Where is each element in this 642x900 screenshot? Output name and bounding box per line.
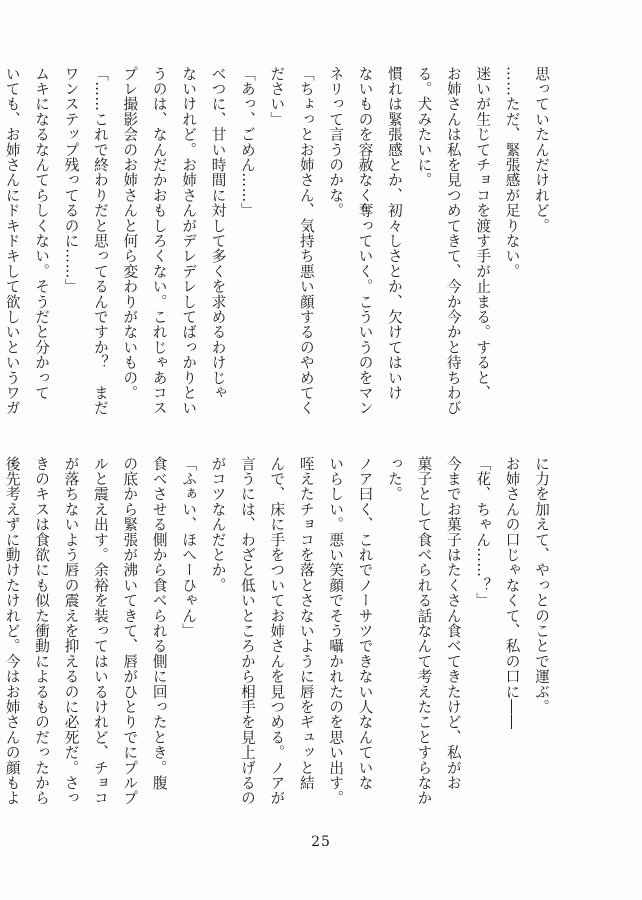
text-line: 食べさせる側から食べられる側に回ったとき。腹 (150, 456, 168, 791)
text-line: ……ただ、緊張感が足りない。 (503, 66, 521, 279)
text-line: ノア曰く、これでノーサツできない人なんていな (356, 456, 374, 791)
text-line: 「花、ちゃん……？」 (474, 456, 492, 608)
text-line: ないけれど。お姉さんがデレデレしてばっかりとい (180, 66, 198, 416)
text-line: ないものを容赦なく奪っていく。こういうのをマン (356, 66, 374, 416)
text-line: 言うには、わざと低いところから相手を見上げるの (238, 456, 256, 806)
text-line: ワンステップ残ってるのに……」 (62, 66, 80, 294)
text-line: 今までお菓子はたくさん食べてきたけど、私がお (444, 456, 462, 791)
text-line: プレ撮影会のお姉さんと何ら変わりがないもの。 (121, 66, 139, 401)
text-line: る。犬みたいに。 (415, 66, 433, 188)
text-line: ネリって言うのかな。 (327, 66, 345, 218)
text-line: 咥えたチョコを落とさないように唇をギュッと結 (297, 456, 315, 791)
text-line: 迷いが生じてチョコを渡す手が止まる。すると、 (474, 66, 492, 401)
text-line: 思っていたんだけれど。 (533, 66, 550, 234)
lower-text-block (3, 456, 556, 808)
text-line: うのは、なんだかおもしろくない。これじゃあコス (150, 66, 168, 416)
text-line: がコツなんだとか。 (209, 456, 227, 593)
text-line: 「あっ、ごめん……」 (238, 66, 256, 218)
text-line: 菓子として食べられる話なんて考えたことすらなか (415, 456, 433, 806)
text-line: った。 (385, 456, 403, 502)
text-line: んで、床に手をついてお姉さんを見つめる。ノアが (268, 456, 286, 806)
text-line: に力を加えて、やっとのことで運ぶ。 (533, 456, 550, 715)
page-number: 25 (311, 834, 331, 850)
text-line: 「ちょっとお姉さん、気持ち悪い顔するのやめてく (297, 66, 315, 416)
text-line: 「ふぁい、ほへーひゃん」 (180, 456, 198, 639)
text-line: が落ちないよう唇の震えを抑えるのに必死だ。さっ (62, 456, 80, 806)
text-line: お姉さんの口じゃなくて、私の口に―― (503, 456, 521, 730)
text-line: いても、お姉さんにドキドキして欲しいというワガ (3, 66, 21, 416)
text-line: 慣れは緊張感とか、初々しさとか、欠けてはいけ (385, 66, 403, 401)
text-line: べつに、甘い時間に対して多くを求めるわけじゃ (209, 66, 227, 401)
upper-text-block (3, 66, 556, 422)
text-line: 後先考えずに動けたけれど。今はお姉さんの顔もよ (3, 456, 21, 806)
text-line: の底から緊張が沸いてきて、唇がひとりでにプルプ (121, 456, 139, 806)
text-line: 「……これで終わりだと思ってるんですか？ まだ (91, 66, 109, 416)
text-line: お姉さんは私を見つめてきて、今か今かと待ちわび (444, 66, 462, 416)
text-line: いらしい。悪い笑顔でそう囁かれたのを思い出す。 (327, 456, 345, 806)
text-line: きのキスは食欲にも似た衝動によるものだったから (33, 456, 51, 806)
text-line: ルと震え出す。余裕を装ってはいるけれど、チョコ (91, 456, 109, 806)
text-line: ださい」 (268, 66, 286, 127)
text-line: ムキになるなんてらしくない。そうだと分かって (33, 66, 51, 401)
